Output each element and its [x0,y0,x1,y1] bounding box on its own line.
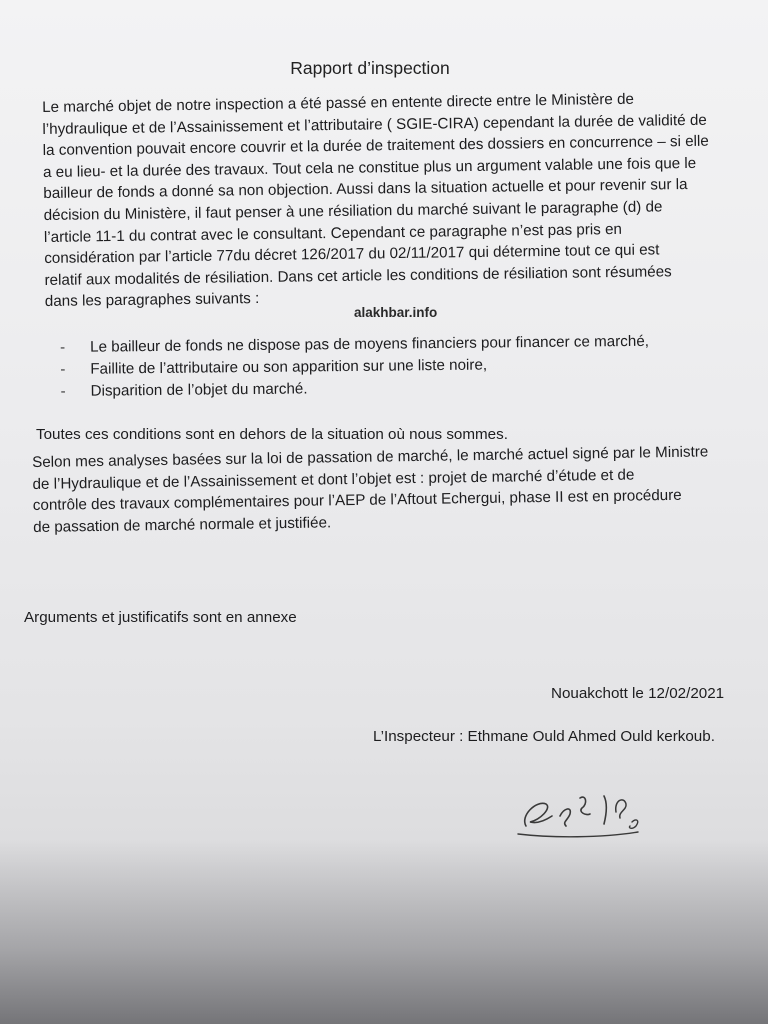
text-line: de passation de marché normale et justifiée. [33,514,332,536]
text-line: Le marché objet de notre inspection a été passé en entente directe entre le Ministère de [42,90,635,116]
text-line: l’hydraulique et de l’Assainissement et l’attributaire ( SGIE-CIRA) cependant la durée de validité de [42,111,707,138]
text-line: contrôle des travaux complémentaires pour l’AEP de l’Aftout Echergui, phase II est en procédure [32,486,682,515]
bullet-dash: - [60,338,66,356]
text-line: considération par l’article 77du décret 126/2017 du 02/11/2017 qui détermine tout ce qui est [44,241,660,268]
text-line: Selon mes analyses basées sur la loi de passation de marché, le marché actuel signé par le Ministre [32,443,709,471]
text-line: dans les paragraphes suivants : [44,290,260,311]
paragraph-intro [42,87,735,313]
text-line: la convention pouvait encore couvrir et la durée de traitement des dossiers en concurrence – si elle [42,132,709,160]
list-item-text: Faillite de l’attributaire ou son apparition sur une liste noire, [90,356,488,378]
text-line: décision du Ministère, il faut penser à une résiliation du marché suivant le paragraphe (d) de [43,198,663,224]
text-line: l’article 11-1 du contrat avec le consultant. Cependant ce paragraphe n’est pas pris en [43,220,623,246]
list-item-text: Le bailleur de fonds ne dispose pas de moyens financiers pour financer ce marché, [90,332,650,356]
handwritten-signature [512,786,652,846]
paragraph-conditions: Toutes ces conditions sont en dehors de la situation où nous sommes. [36,426,508,443]
text-line: a eu lieu- et la durée des travaux. Tout cela ne constitue plus un argument valable une fois que le [42,154,697,181]
text-line: bailleur de fonds a donné sa non objection. Aussi dans la situation actuelle et pour revenir sur la [43,176,688,203]
bullet-dash: - [60,360,66,378]
conditions-list [60,331,650,403]
paragraph-analysis [32,441,733,538]
paragraph-annex: Arguments et justificatifs sont en annexe [24,609,297,626]
inspector-name: L’Inspecteur : Ethmane Ould Ahmed Ould kerkoub. [373,728,715,745]
bullet-dash: - [60,382,66,400]
place-and-date: Nouakchott le 12/02/2021 [551,685,725,702]
text-line: relatif aux modalités de résiliation. Dans cet article les conditions de résiliation sont résumées [44,262,672,289]
document-title: Rapport d’inspection [290,58,450,78]
text-line: de l’Hydraulique et de l’Assainissement et dont l’objet est : projet de marché d’étude et de [32,466,635,493]
list-item-text: Disparition de l’objet du marché. [90,380,308,400]
watermark-text: alakhbar.info [354,305,438,320]
